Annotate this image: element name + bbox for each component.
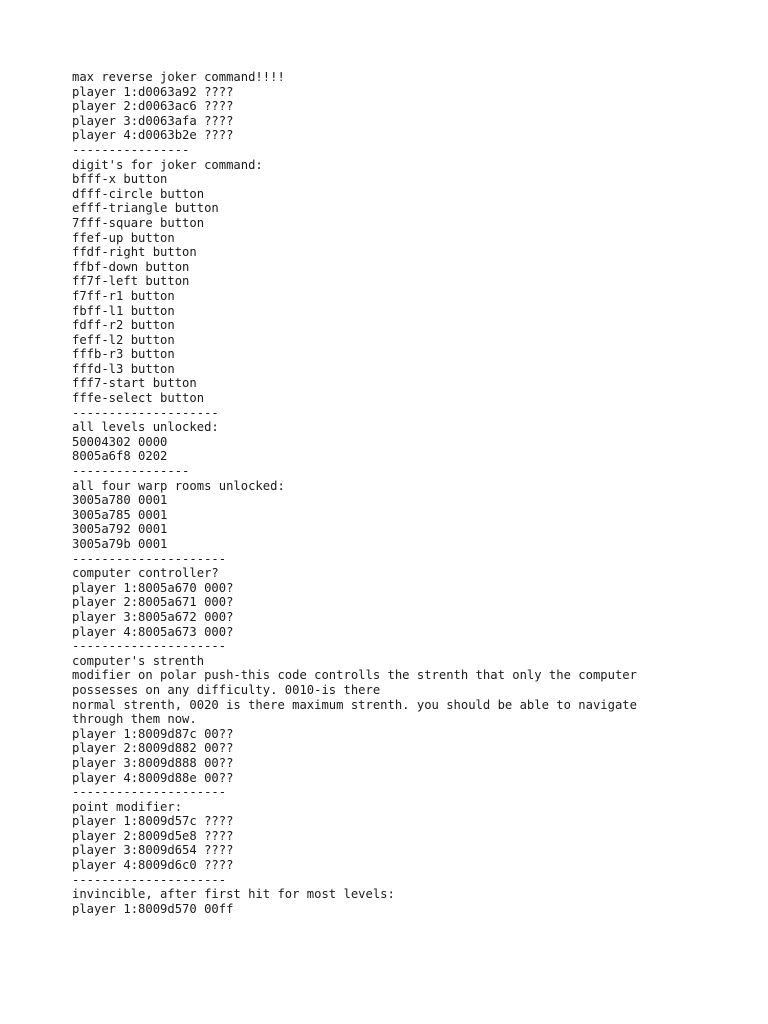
text-line: player 2:8005a671 000? [72, 595, 234, 610]
text-line: player 4:d0063b2e ???? [72, 128, 234, 143]
text-line: ffbf-down button [72, 259, 190, 274]
text-line: player 4:8009d88e 00?? [72, 770, 234, 785]
text-line: ffef-up button [72, 230, 175, 245]
text-line: modifier on polar push-this code controlls the strenth that only the computer [72, 668, 637, 683]
text-line: fdff-r2 button [72, 318, 175, 333]
text-line: player 1:8005a670 000? [72, 580, 234, 595]
text-line: fffd-l3 button [72, 361, 175, 376]
text-line: ---------------- [72, 142, 190, 157]
text-line: fffb-r3 button [72, 347, 175, 362]
text-line: 3005a785 0001 [72, 507, 168, 522]
text-line: player 1:d0063a92 ???? [72, 84, 234, 99]
text-line: feff-l2 button [72, 332, 175, 347]
text-line: through them now. [72, 712, 197, 727]
text-line: computer's strenth [72, 653, 205, 668]
text-line: player 3:8005a672 000? [72, 609, 234, 624]
text-line: fff7-start button [72, 376, 197, 391]
text-line: all levels unlocked: [72, 420, 219, 435]
text-line: --------------------- [72, 785, 227, 800]
text-line: all four warp rooms unlocked: [72, 478, 285, 493]
text-line: --------------------- [72, 872, 227, 887]
text-line: player 3:8009d654 ???? [72, 843, 234, 858]
text-line: --------------------- [72, 639, 227, 654]
document-body [72, 70, 672, 916]
text-line: player 2:8009d882 00?? [72, 741, 234, 756]
text-line: 3005a79b 0001 [72, 537, 168, 551]
text-line: fffe-select button [72, 391, 205, 406]
text-line: 50004302 0000 [72, 434, 168, 449]
text-line: ff7f-left button [72, 274, 190, 289]
text-line: 8005a6f8 0202 [72, 449, 168, 464]
text-line: player 3:d0063afa ???? [72, 113, 234, 128]
text-line: 7fff-square button [72, 215, 205, 230]
text-line: computer controller? [72, 566, 219, 581]
text-line: fbff-l1 button [72, 303, 175, 318]
text-line: normal strenth, 0020 is there maximum strenth. you should be able to navigate [72, 697, 637, 712]
text-line: bfff-x button [72, 172, 168, 187]
text-line: ---------------- [72, 464, 190, 479]
text-line: player 2:8009d5e8 ???? [72, 828, 234, 843]
text-line: 3005a792 0001 [72, 522, 168, 537]
text-line: player 1:8009d570 00ff [72, 901, 234, 916]
text-line: player 4:8009d6c0 ???? [72, 858, 234, 873]
text-line: dfff-circle button [72, 186, 205, 201]
text-line: player 1:8009d57c ???? [72, 814, 234, 829]
text-line: 3005a780 0001 [72, 493, 168, 508]
text-line: invincible, after first hit for most levels: [72, 887, 395, 902]
text-line: player 4:8005a673 000? [72, 624, 234, 639]
text-line: efff-triangle button [72, 201, 219, 216]
text-line: point modifier: [72, 799, 183, 814]
text-line: player 3:8009d888 00?? [72, 755, 234, 770]
text-line: f7ff-r1 button [72, 288, 175, 303]
text-line: ffdf-right button [72, 245, 197, 260]
text-line: player 2:d0063ac6 ???? [72, 99, 234, 114]
text-line: --------------------- [72, 551, 227, 566]
text-line: max reverse joker command!!!! [72, 70, 285, 84]
text-line: player 1:8009d87c 00?? [72, 726, 234, 741]
text-line: digit's for joker command: [72, 157, 263, 172]
text-line: -------------------- [72, 405, 219, 420]
text-line: possesses on any difficulty. 0010-is there [72, 682, 381, 697]
